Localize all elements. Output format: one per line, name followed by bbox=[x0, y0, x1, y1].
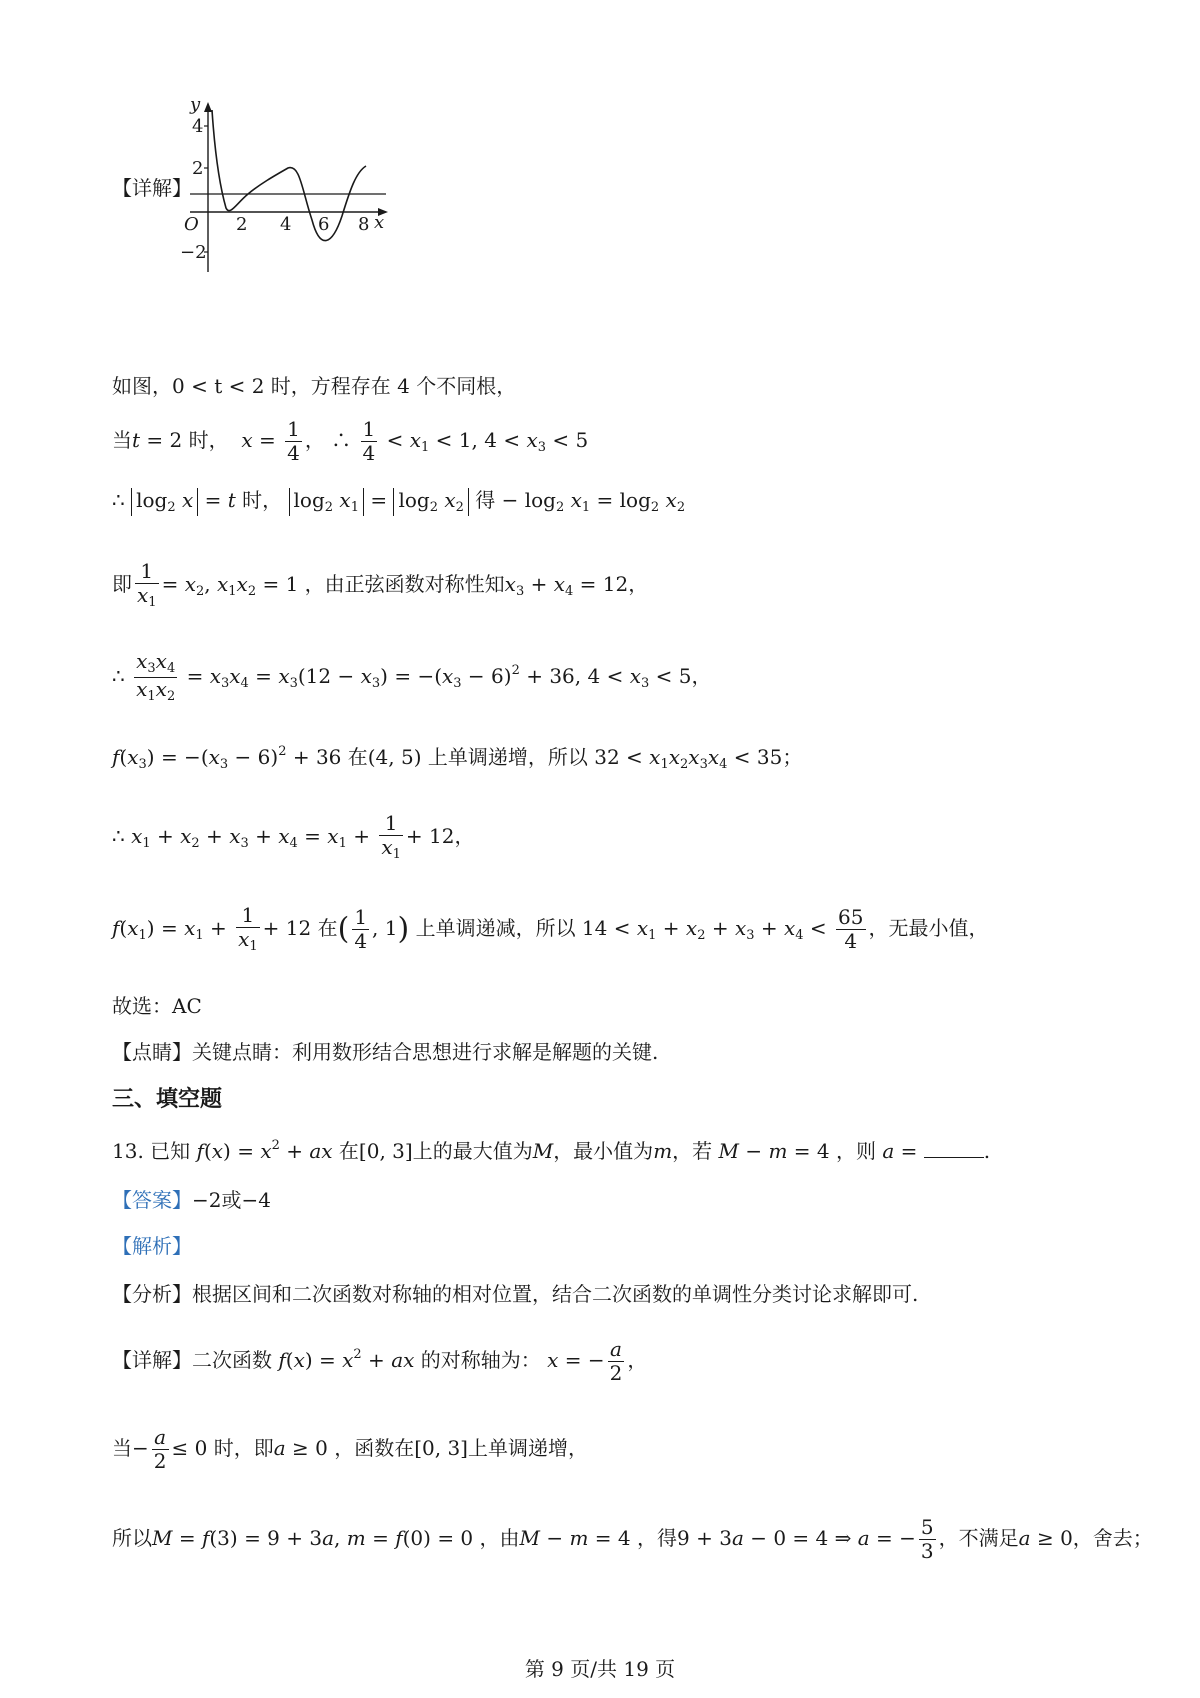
text-line-4: 即 $\frac{1}{x_1}$ = $x_2$, $x_1x_2 = 1$ ，由正弦函数对称性知$x_3 + x_4 = 12$， bbox=[112, 559, 649, 610]
tick-y-2: 2 bbox=[192, 158, 204, 179]
text-line-5: ∴ $\frac{x_3x_4}{x_1x_2}$ = $x_3x_4 = x_3(12 - x_3) = -(x_3 - 6)^2 + 36$, $4 < x_3 < 5$， bbox=[112, 649, 712, 704]
tick-y-neg2: −2 bbox=[180, 242, 207, 263]
section-heading: 三、填空题 bbox=[112, 1086, 223, 1112]
tick-x-6: 6 bbox=[318, 214, 330, 235]
tick-x-8: 8 bbox=[358, 214, 370, 235]
x-axis-label: x bbox=[374, 212, 385, 233]
y-axis-arrow bbox=[204, 102, 212, 112]
analysis-label: 【解析】 bbox=[112, 1234, 192, 1258]
analysis-text: 【分析】根据区间和二次函数对称轴的相对位置，结合二次函数的单调性分类讨论求解即可. bbox=[112, 1282, 919, 1306]
text-line-8: $f(x_1) = x_1$ + $\frac{1}{x_1}$ + 12 在( $\frac{1}{4}$ , 1) 上单调递减，所以 $14 < x_1 + x_2 + x_3 + x_4$ < $\frac{65}{4}$ ，无最小值， bbox=[112, 903, 989, 954]
text-line-1: 如图，0 < t < 2 时，方程存在 4 个不同根， bbox=[112, 374, 517, 398]
choice-line: 故选：AC bbox=[112, 994, 202, 1018]
function-graph bbox=[180, 94, 400, 280]
origin-label: O bbox=[184, 214, 199, 235]
text-line-2: 当t = 2 时， x = $\frac{1}{4}$ ， ∴ $\frac{1}{4}$ < $x_1 < 1$, $4 < x_3 < 5$ bbox=[112, 417, 589, 465]
answer-line: 【答案】−2或−4 bbox=[112, 1188, 271, 1212]
detail2-line: 【详解】二次函数 $f(x) = x^2$ + ax 的对称轴为： x = − $\frac{a}{2}$ ， bbox=[112, 1337, 648, 1385]
text-line-3: ∴ $\log_2 x = t$ 时， $\log_2 x_1 = \log_2 x_2$ 得 − $\log_2 x_1 = \log_2 x_2$ bbox=[112, 488, 686, 515]
case1b-line: 所以M = f(3) = 9 + 3a, m = f(0) = 0 ，由M − m = 4 ，得9 + 3a − 0 = 4 ⇒ a = − $\frac{5}{3}$ ，不满足a ≥ 0，舍去； bbox=[112, 1515, 1153, 1563]
y-axis-label: y bbox=[190, 94, 201, 115]
tick-x-2: 2 bbox=[236, 214, 248, 235]
tick-x-4: 4 bbox=[280, 214, 292, 235]
case1-line: 当− $\frac{a}{2}$ ≤ 0 时，即a ≥ 0 ，函数在[0, 3]上单调递增， bbox=[112, 1425, 588, 1473]
comment-line: 【点睛】关键点睛：利用数形结合思想进行求解是解题的关键. bbox=[112, 1040, 659, 1064]
text-line-6: $f(x_3) = -(x_3 - 6)^2 + 36$ 在(4, 5) 上单调递增，所以 $32 < x_1x_2x_3x_4 < 35$； bbox=[112, 744, 803, 772]
tick-y-4: 4 bbox=[192, 116, 204, 137]
detail-label: 【详解】 bbox=[112, 176, 192, 200]
text-line-7: ∴ $x_1 + x_2 + x_3 + x_4 = x_1$ + $\frac{1}{x_1}$ + 12， bbox=[112, 811, 475, 862]
question-13: 13. 已知 $f(x) = x^2$ + ax 在[0, 3]上的最大值为M，最小值为m，若 M − m = 4 ，则 a = . bbox=[112, 1138, 991, 1163]
page-footer: 第 9 页/共 19 页 bbox=[524, 1657, 676, 1681]
